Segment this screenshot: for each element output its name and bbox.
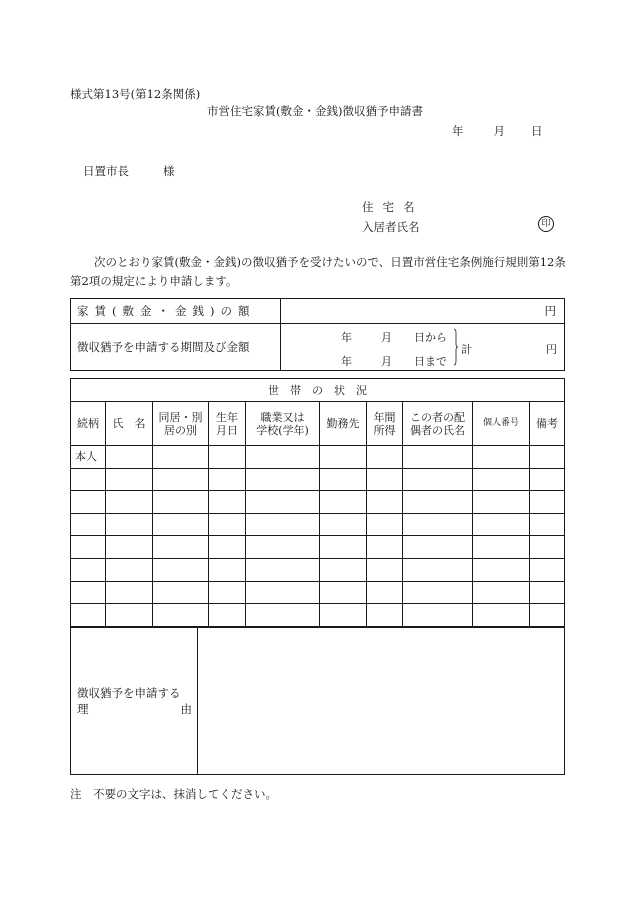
household-cell[interactable]	[209, 536, 246, 559]
col-personal-number: 個人番号	[473, 402, 530, 446]
date-day: 日	[531, 124, 543, 138]
household-rows	[71, 446, 565, 627]
housing-name-label: 住宅名	[362, 200, 424, 214]
period-field[interactable]	[281, 324, 565, 371]
household-cell[interactable]	[209, 604, 246, 627]
household-cell[interactable]	[530, 558, 565, 581]
household-cell[interactable]	[71, 558, 106, 581]
col-remarks: 備考	[530, 402, 565, 446]
household-header-row	[71, 402, 565, 446]
household-cell[interactable]	[473, 468, 530, 491]
household-cell[interactable]	[530, 513, 565, 536]
household-cell[interactable]	[209, 446, 246, 469]
household-cell[interactable]	[153, 581, 209, 604]
household-cell[interactable]	[403, 558, 473, 581]
household-cell[interactable]	[367, 536, 403, 559]
addressee	[83, 163, 175, 179]
household-cell[interactable]	[106, 536, 153, 559]
household-cell[interactable]	[71, 536, 106, 559]
household-cell[interactable]	[530, 491, 565, 514]
household-cell[interactable]	[403, 604, 473, 627]
household-row	[71, 513, 565, 536]
household-cell[interactable]	[106, 581, 153, 604]
household-self-label: 本人	[71, 446, 106, 469]
household-cell[interactable]	[367, 446, 403, 469]
col-name: 氏 名	[106, 402, 153, 446]
household-cell[interactable]	[153, 446, 209, 469]
date-year: 年	[452, 124, 464, 138]
household-cell[interactable]	[246, 446, 320, 469]
household-cell[interactable]	[320, 558, 367, 581]
intro-text: 次のとおり家賃(敷金・金銭)の徴収猶予を受けたいので、日置市営住宅条例施行規則第12条第2項の規定により申請します。	[70, 255, 566, 288]
household-cell[interactable]	[530, 604, 565, 627]
household-cell[interactable]	[153, 604, 209, 627]
household-row	[71, 604, 565, 627]
household-cell[interactable]	[530, 581, 565, 604]
footnote: 注 不要の文字は、抹消してください。	[70, 787, 277, 801]
period-to-suffix: 日まで	[414, 354, 447, 368]
addressee-honorific: 様	[163, 164, 175, 178]
period-from-suffix: 日から	[414, 330, 447, 344]
household-cell[interactable]	[403, 468, 473, 491]
col-birthdate: 生年 月日	[209, 402, 246, 446]
household-cell[interactable]	[153, 468, 209, 491]
household-cell[interactable]	[106, 491, 153, 514]
household-cell[interactable]	[367, 581, 403, 604]
household-cell[interactable]	[71, 581, 106, 604]
household-cell[interactable]	[106, 446, 153, 469]
household-cell[interactable]	[209, 558, 246, 581]
household-cell[interactable]	[153, 513, 209, 536]
form-id: 様式第13号(第12条関係)	[70, 87, 201, 101]
household-cell[interactable]	[473, 558, 530, 581]
household-cell[interactable]	[246, 468, 320, 491]
household-table	[70, 378, 565, 627]
rent-amount-field[interactable]	[281, 299, 565, 324]
household-cell[interactable]	[209, 468, 246, 491]
household-cell[interactable]	[106, 468, 153, 491]
household-cell[interactable]	[106, 558, 153, 581]
household-cell[interactable]	[209, 491, 246, 514]
period-brace	[454, 328, 458, 366]
household-cell[interactable]	[246, 536, 320, 559]
tenant-name-label: 入居者氏名	[362, 220, 420, 234]
household-cell[interactable]	[530, 446, 565, 469]
rent-label: 家賃(敷金・金銭)の額	[71, 299, 281, 324]
seal-mark: 印	[538, 216, 554, 232]
reason-table	[70, 627, 565, 775]
household-cell[interactable]	[246, 604, 320, 627]
household-row	[71, 468, 565, 491]
household-cell[interactable]	[320, 446, 367, 469]
date-line	[452, 123, 543, 139]
reason-field[interactable]	[198, 628, 565, 775]
household-cell[interactable]	[473, 581, 530, 604]
rent-table	[70, 298, 565, 371]
household-cell[interactable]	[473, 536, 530, 559]
household-cell[interactable]	[153, 491, 209, 514]
household-cell[interactable]	[106, 604, 153, 627]
household-cell[interactable]	[403, 491, 473, 514]
household-cell[interactable]	[246, 581, 320, 604]
household-row	[71, 581, 565, 604]
household-row	[71, 536, 565, 559]
household-cell[interactable]	[209, 513, 246, 536]
household-cell[interactable]	[71, 604, 106, 627]
household-cell[interactable]	[320, 468, 367, 491]
household-cell[interactable]	[403, 581, 473, 604]
col-spouse: この者の配 偶者の氏名	[403, 402, 473, 446]
household-cell[interactable]	[473, 446, 530, 469]
household-cell[interactable]	[403, 536, 473, 559]
form-title: 市営住宅家賃(敷金・金銭)徴収猶予申請書	[207, 104, 423, 118]
reason-label: 徴収猶予を申請する 理 由	[71, 628, 198, 775]
household-cell[interactable]	[473, 604, 530, 627]
household-cell[interactable]	[320, 536, 367, 559]
col-cohabit: 同居・別 居の別	[153, 402, 209, 446]
household-cell[interactable]	[246, 491, 320, 514]
household-cell[interactable]	[403, 513, 473, 536]
household-cell[interactable]	[473, 491, 530, 514]
col-occupation: 職業又は 学校(学年)	[246, 402, 320, 446]
household-cell[interactable]	[367, 558, 403, 581]
household-cell[interactable]	[71, 513, 106, 536]
addressee-name: 日置市長	[83, 164, 129, 178]
period-label: 徴収猶予を申請する期間及び金額	[71, 324, 281, 371]
period-to-month: 月	[381, 354, 392, 368]
household-cell[interactable]	[209, 581, 246, 604]
household-cell[interactable]	[153, 558, 209, 581]
household-cell[interactable]	[246, 513, 320, 536]
household-cell[interactable]	[246, 558, 320, 581]
household-heading: 世 帯 の 状 況	[71, 379, 565, 402]
period-from-year: 年	[341, 330, 352, 344]
period-to-year: 年	[341, 354, 352, 368]
household-cell[interactable]	[367, 468, 403, 491]
household-cell[interactable]	[320, 513, 367, 536]
household-cell[interactable]	[320, 491, 367, 514]
household-cell[interactable]	[367, 491, 403, 514]
col-relation: 続柄	[71, 402, 106, 446]
household-cell[interactable]	[530, 536, 565, 559]
date-month: 月	[493, 124, 505, 138]
col-workplace: 勤務先	[320, 402, 367, 446]
rent-unit: 円	[544, 304, 556, 318]
household-row	[71, 558, 565, 581]
period-unit: 円	[546, 342, 557, 356]
period-total-label: 計	[461, 342, 472, 356]
household-cell[interactable]	[153, 536, 209, 559]
col-income: 年間 所得	[367, 402, 403, 446]
household-cell[interactable]	[473, 513, 530, 536]
household-cell[interactable]	[320, 581, 367, 604]
household-cell[interactable]	[71, 491, 106, 514]
household-cell[interactable]	[106, 513, 153, 536]
household-cell[interactable]	[367, 513, 403, 536]
household-row	[71, 491, 565, 514]
household-cell[interactable]	[403, 446, 473, 469]
household-cell[interactable]	[530, 468, 565, 491]
household-row	[71, 446, 565, 469]
household-cell[interactable]	[367, 604, 403, 627]
household-cell[interactable]	[320, 604, 367, 627]
period-from-month: 月	[381, 330, 392, 344]
household-cell[interactable]	[71, 468, 106, 491]
